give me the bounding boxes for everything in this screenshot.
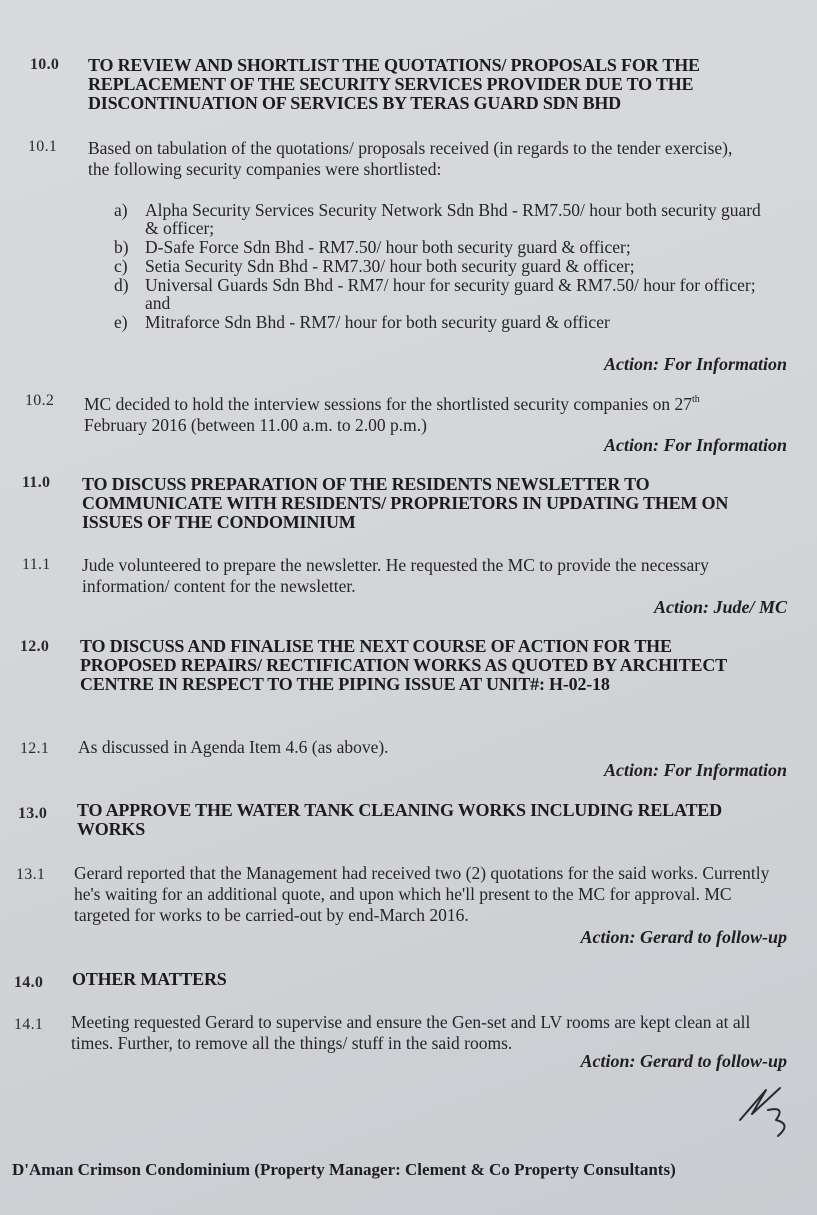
list-item: b) D-Safe Force Sdn Bhd - RM7.50/ hour both security guard & officer; (114, 237, 631, 257)
list-item: d) Universal Guards Sdn Bhd - RM7/ hour for security guard & RM7.50/ hour for officer; and (114, 275, 756, 313)
action-label: Action: Gerard to follow-up (580, 927, 787, 947)
document-footer: D'Aman Crimson Condominium (Property Manager: Clement & Co Property Consultants) (12, 1160, 676, 1179)
item-number: 10.1 (28, 138, 58, 155)
item-number: 14.1 (14, 1016, 44, 1033)
item-number: 11.1 (22, 556, 51, 573)
item-number: 12.0 (20, 638, 50, 655)
signature-scribble (736, 1080, 796, 1140)
list-item: a) Alpha Security Services Security Network Sdn Bhd - RM7.50/ hour both security guard & officer; (114, 200, 761, 238)
item-number: 11.0 (22, 474, 51, 491)
agenda-heading: TO DISCUSS AND FINALISE THE NEXT COURSE OF ACTION FOR THE PROPOSED REPAIRS/ RECTIFICATION WORKS AS QUOTED BY ARCHITECT CENTRE IN RESPECT TO THE PIPING ISSUE AT UNIT#: H-02-18 (80, 636, 727, 694)
agenda-heading: OTHER MATTERS (72, 969, 227, 989)
item-number: 14.0 (14, 974, 44, 991)
item-number: 12.1 (20, 740, 50, 757)
item-text: Jude volunteered to prepare the newsletter. He requested the MC to provide the necessary information/ content for the newsletter. (82, 555, 709, 596)
item-text: MC decided to hold the interview sessions for the shortlisted security companies on 27th February 2016 (between 11.00 a.m. to 2.00 p.m.) (84, 394, 700, 435)
action-label: Action: Jude/ MC (653, 597, 787, 617)
action-label: Action: For Information (603, 435, 787, 455)
item-number: 13.0 (18, 805, 48, 822)
item-text: As discussed in Agenda Item 4.6 (as above). (78, 737, 389, 757)
item-number: 10.0 (30, 56, 60, 73)
item-text: Meeting requested Gerard to supervise and ensure the Gen-set and LV rooms are kept clean at all times. Further, to remove all the things/ stuff in the said rooms. (71, 1012, 751, 1053)
item-text: Gerard reported that the Management had received two (2) quotations for the said works. Currently he's waiting for an additional quote, and upon which he'll present to the MC for approval. MC targeted for works to be carried-out by end-March 2016. (74, 863, 770, 925)
list-item: c) Setia Security Sdn Bhd - RM7.30/ hour both security guard & officer; (114, 256, 635, 276)
action-label: Action: Gerard to follow-up (580, 1051, 787, 1071)
agenda-heading: TO REVIEW AND SHORTLIST THE QUOTATIONS/ PROPOSALS FOR THE REPLACEMENT OF THE SECURITY SERVICES PROVIDER DUE TO THE DISCONTINUATION OF SERVICES BY TERAS GUARD SDN BHD (88, 55, 700, 113)
action-label: Action: For Information (603, 354, 787, 374)
agenda-heading: TO APPROVE THE WATER TANK CLEANING WORKS INCLUDING RELATED WORKS (77, 800, 722, 839)
action-label: Action: For Information (603, 760, 787, 780)
item-number: 13.1 (16, 866, 46, 883)
agenda-heading: TO DISCUSS PREPARATION OF THE RESIDENTS NEWSLETTER TO COMMUNICATE WITH RESIDENTS/ PROPRIETORS IN UPDATING THEM ON ISSUES OF THE CONDOMINIUM (82, 474, 729, 532)
shortlist (114, 201, 774, 332)
item-text: Based on tabulation of the quotations/ proposals received (in regards to the tender exercise), the following security companies were shortlisted: (88, 138, 733, 179)
item-number: 10.2 (25, 392, 55, 409)
list-item: e) Mitraforce Sdn Bhd - RM7/ hour for both security guard & officer (114, 312, 610, 332)
